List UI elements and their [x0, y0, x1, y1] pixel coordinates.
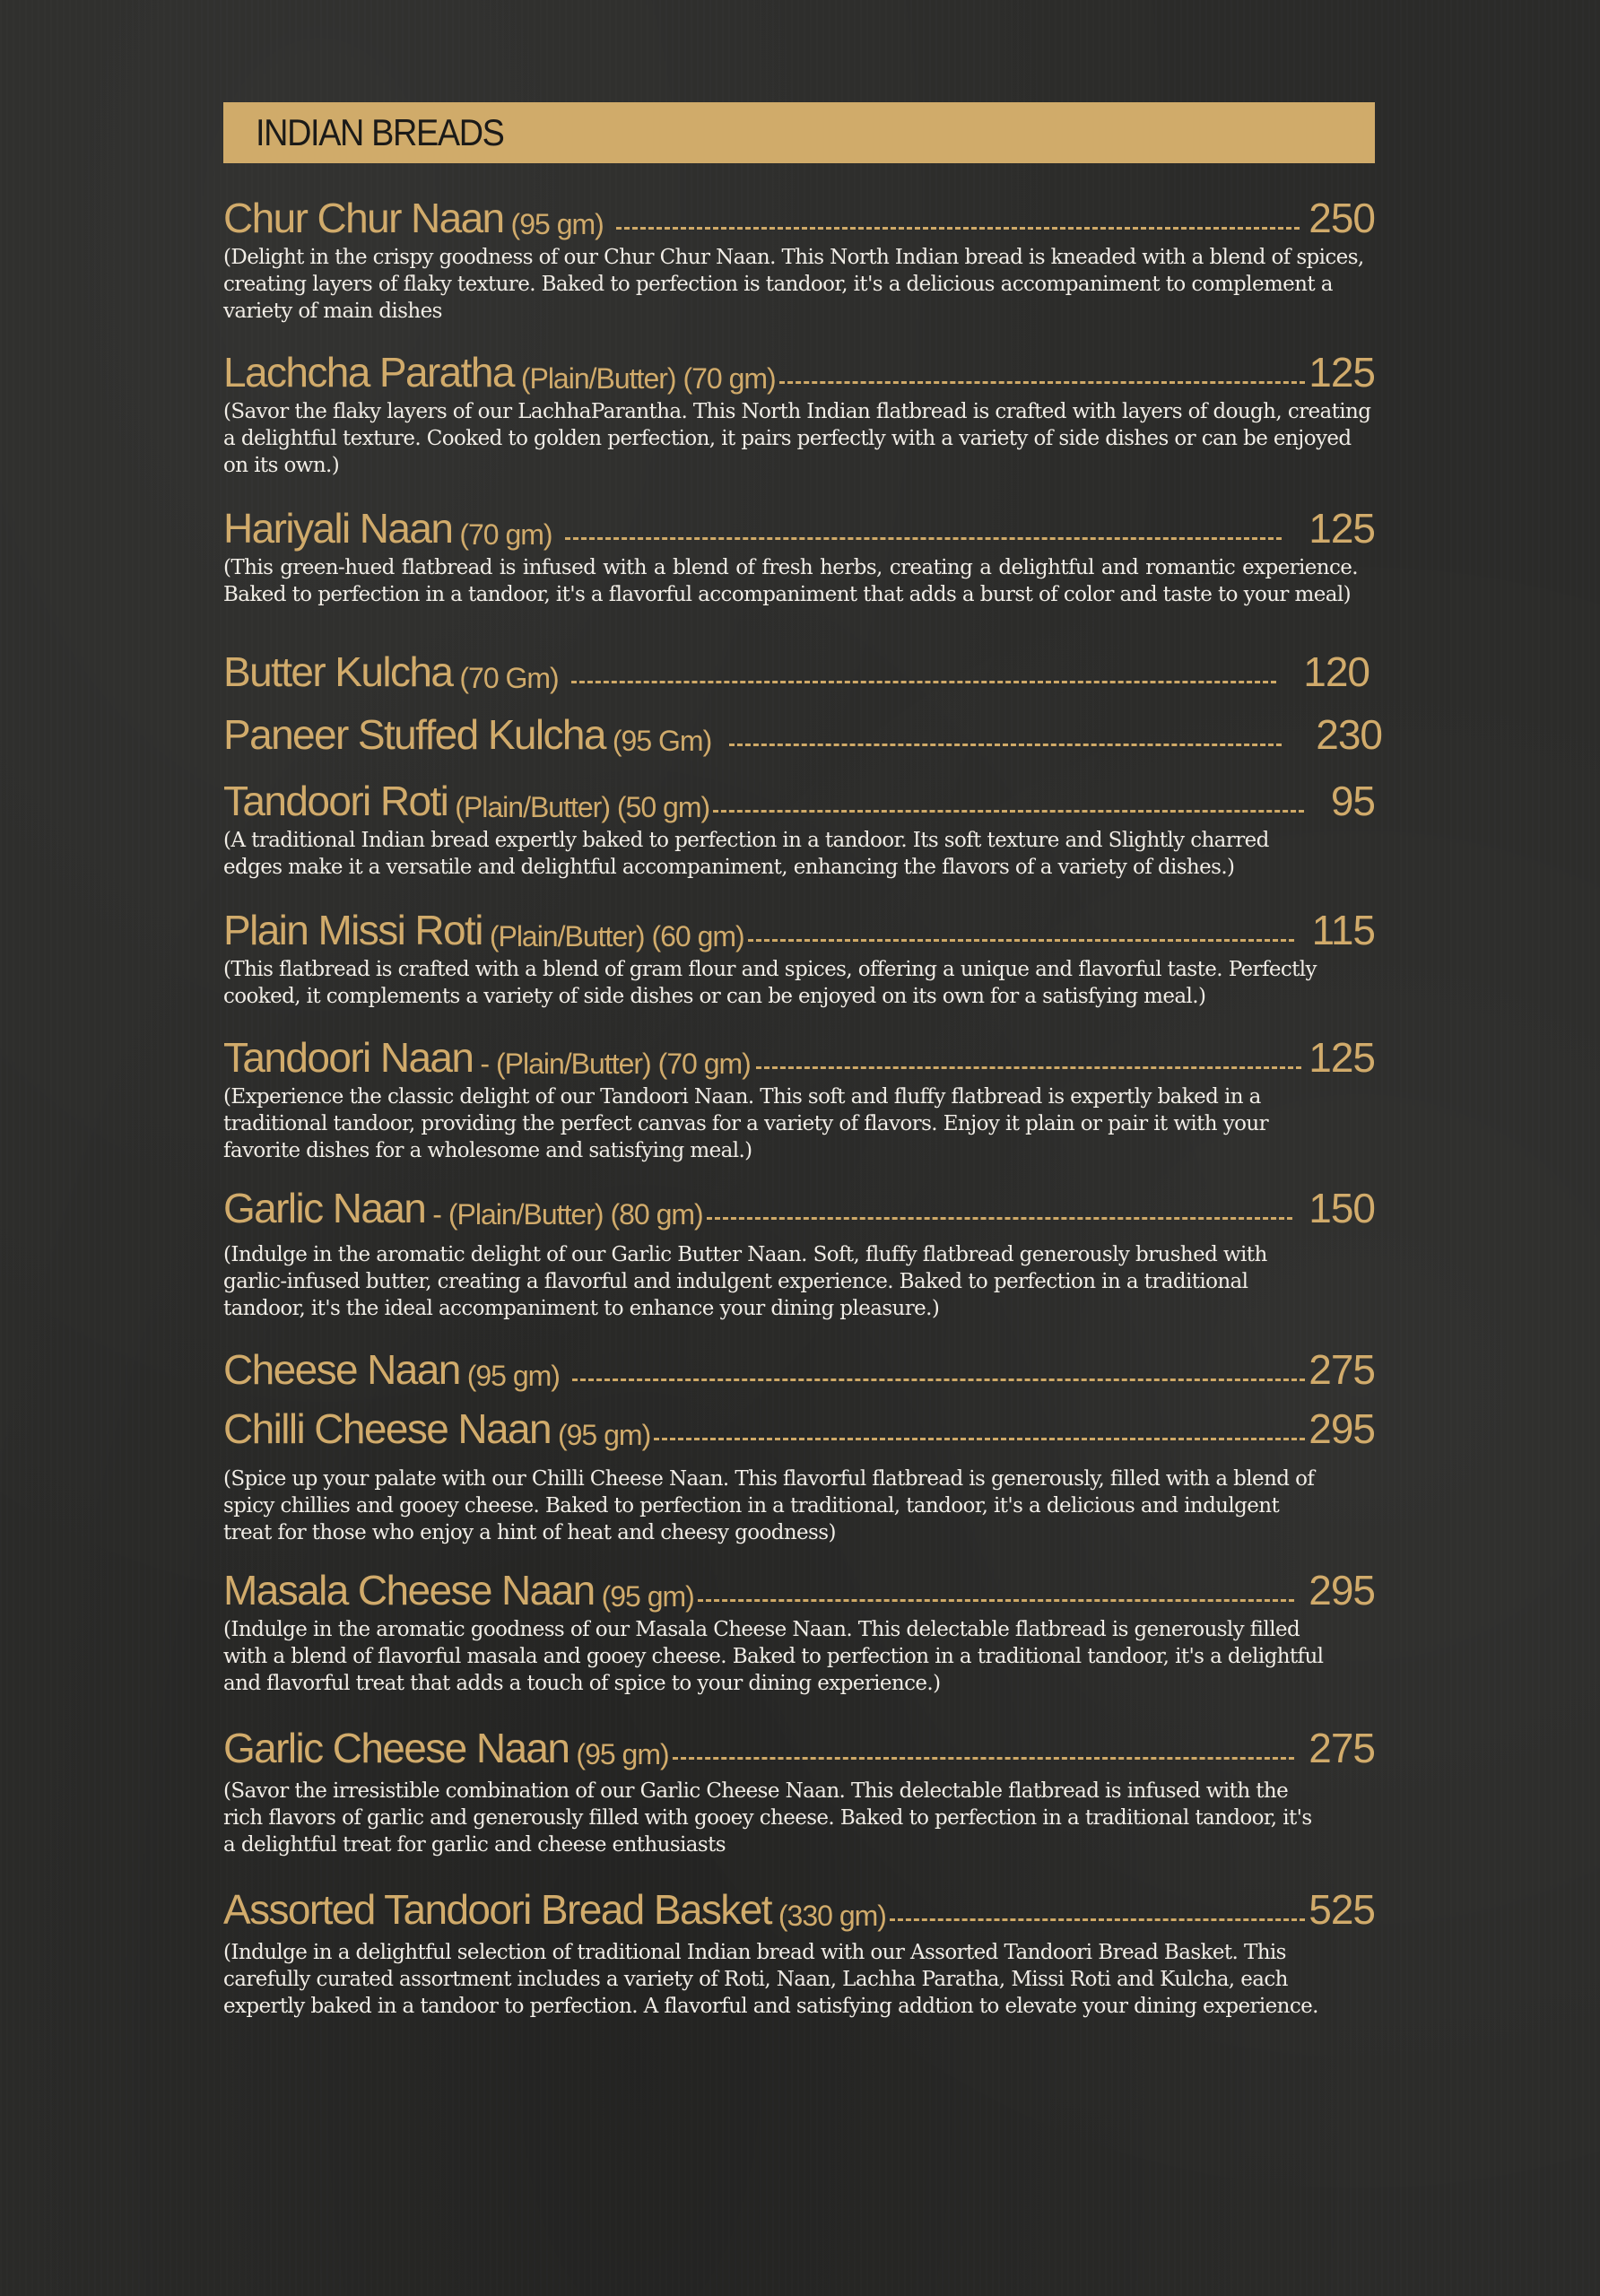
item-price: 295 — [1309, 1567, 1375, 1613]
dotted-leader — [673, 1757, 1295, 1760]
item-weight: (95 gm) — [576, 1738, 669, 1770]
item-price: 275 — [1309, 1346, 1375, 1393]
item-weight: (Plain/Butter) (50 gm) — [455, 791, 710, 823]
item-description: (Indulge in the aromatic goodness of our Masala Cheese Naan. This delectable flatbread is generously filled with a blend of flavorful masala and gooey cheese. Baked to perfection in a traditional tandoor, it's a delightful and flavorful treat that adds a touch of spice to your dining experience.) — [223, 1618, 1324, 1695]
menu-item — [223, 1340, 1382, 1393]
item-weight: (Plain/Butter) (70 gm) — [520, 362, 776, 395]
item-description: (Experience the classic delight of our Tandoori Naan. This soft and fluffy flatbread is expertly baked in a traditional tandoor, providing the perfect canvas for a variety of flavors. Enjoy it plain or pair it with your favorite dishes for a wholesome and satisfying meal.) — [223, 1085, 1268, 1162]
item-price: 120 — [1303, 648, 1370, 695]
menu-item — [223, 343, 1382, 479]
dotted-leader — [707, 1217, 1293, 1220]
item-weight: (95 Gm) — [612, 725, 712, 757]
section-title: INDIAN BREADS — [256, 111, 504, 153]
menu-item — [223, 188, 1382, 325]
item-description: (A traditional Indian bread expertly baked to perfection in a tandoor. Its soft texture and Slightly charred edges make it a versatile and delightful accompaniment, enhancing the flavors of a variety of dishes.) — [223, 829, 1269, 879]
item-weight: - (Plain/Butter) (80 gm) — [432, 1198, 703, 1231]
section-header-bar — [223, 102, 1375, 163]
menu-item — [223, 1718, 1382, 1858]
item-description: (Spice up your palate with our Chilli Cheese Naan. This flavorful flatbread is generously, filled with a blend of spicy chillies and gooey cheese. Baked to perfection in a traditional, tandoor, it's a delicious and indulgent treat for those who enjoy a hint of heat and cheesy goodness) — [223, 1467, 1315, 1544]
dotted-leader — [890, 1918, 1305, 1921]
menu-item — [223, 1178, 1382, 1322]
item-price: 230 — [1316, 711, 1382, 758]
dotted-leader — [748, 939, 1294, 942]
item-price: 150 — [1309, 1185, 1375, 1231]
menu-page — [223, 102, 1375, 163]
item-weight: (Plain/Butter) (60 gm) — [489, 920, 744, 952]
item-weight: (95 gm) — [557, 1419, 651, 1451]
item-price: 295 — [1309, 1405, 1375, 1452]
item-description: (This flatbread is crafted with a blend of gram flour and spices, offering a unique and flavorful taste. Perfectly cooked, it complements a variety of side dishes or can be enjoyed on its own for a satisfying meal.) — [223, 958, 1317, 1008]
dotted-leader — [616, 227, 1300, 230]
item-name: Assorted Tandoori Bread Basket — [223, 1886, 771, 1933]
menu-item — [223, 499, 1382, 608]
item-weight: (95 gm) — [601, 1580, 694, 1613]
item-weight: (70 gm) — [459, 518, 552, 551]
item-name: Garlic Naan — [223, 1185, 426, 1231]
item-weight: (95 gm) — [510, 208, 604, 240]
dotted-leader — [698, 1599, 1294, 1602]
item-price: 125 — [1309, 349, 1375, 396]
item-name: Chilli Cheese Naan — [223, 1405, 551, 1452]
item-price: 125 — [1309, 1034, 1375, 1081]
dotted-leader — [565, 537, 1283, 540]
dotted-leader — [756, 1066, 1301, 1069]
item-price: 250 — [1309, 195, 1375, 241]
item-price: 115 — [1311, 907, 1375, 953]
item-weight: (95 gm) — [466, 1360, 560, 1392]
item-description: (Delight in the crispy goodness of our Chur Chur Naan. This North Indian bread is kneaded with a blend of spices, creating layers of flaky texture. Baked to perfection is tandoor, it's a delicious accompaniment to complement a variety of main dishes — [223, 246, 1364, 323]
menu-item — [223, 1880, 1382, 2020]
item-description: (Indulge in the aromatic delight of our Garlic Butter Naan. Soft, fluffy flatbread generously brushed with garlic-infused butter, creating a flavorful and indulgent experience. Baked to perfection in a traditional tandoor, it's the ideal accompaniment to enhance your dining pleasure.) — [223, 1243, 1267, 1320]
item-weight: - (Plain/Butter) (70 gm) — [480, 1048, 751, 1080]
item-name: Plain Missi Roti — [223, 907, 483, 953]
dotted-leader — [654, 1438, 1305, 1440]
item-name: Chur Chur Naan — [223, 195, 504, 241]
item-weight: (330 gm) — [778, 1900, 886, 1932]
dotted-leader — [779, 381, 1306, 384]
item-description: (Indulge in a delightful selection of traditional Indian bread with our Assorted Tandoori Bread Basket. This carefully curated assortment includes a variety of Roti, Naan, Lachha Paratha, Missi Roti and Kulcha, each expertly baked in a tandoor to perfection. A flavorful and satisfying addtion to elevate your dining experience. — [223, 1941, 1318, 2018]
item-name: Lachcha Paratha — [223, 349, 514, 396]
item-name: Butter Kulcha — [223, 648, 453, 695]
item-name: Tandoori Roti — [223, 778, 448, 824]
item-name: Hariyali Naan — [223, 505, 453, 552]
menu-item — [223, 1399, 1382, 1546]
item-name: Cheese Naan — [223, 1346, 460, 1393]
item-name: Masala Cheese Naan — [223, 1567, 595, 1613]
dotted-leader — [729, 744, 1282, 746]
item-weight: (70 Gm) — [459, 662, 559, 694]
item-name: Tandoori Naan — [223, 1034, 474, 1081]
dotted-leader — [713, 810, 1304, 813]
menu-item — [223, 771, 1382, 881]
item-description: (Savor the irresistible combination of our Garlic Cheese Naan. This delectable flatbread is infused with the rich flavors of garlic and generously filled with gooey cheese. Baked to perfection in a traditional tandoor, it's a delightful treat for garlic and cheese enthusiasts — [223, 1779, 1312, 1857]
menu-item — [223, 642, 1382, 695]
item-name: Paneer Stuffed Kulcha — [223, 711, 605, 758]
item-price: 275 — [1309, 1725, 1375, 1771]
item-price: 125 — [1309, 505, 1375, 552]
dotted-leader — [572, 1378, 1305, 1381]
menu-item — [223, 1028, 1382, 1164]
dotted-leader — [571, 681, 1277, 683]
item-name: Garlic Cheese Naan — [223, 1725, 570, 1771]
item-price: 95 — [1330, 778, 1375, 824]
menu-item — [223, 900, 1382, 1010]
item-description: (Savor the flaky layers of our LachhaParantha. This North Indian flatbread is crafted with layers of dough, creating a delightful texture. Cooked to golden perfection, it pairs perfectly with a variety of side dishes or can be enjoyed on its own.) — [223, 400, 1371, 477]
menu-item — [223, 705, 1382, 758]
item-description: (This green-hued flatbread is infused with a blend of fresh herbs, creating a delightful and romantic experience. Baked to perfection in a tandoor, it's a flavorful accompaniment that adds a burst of color and taste to your meal) — [223, 556, 1358, 606]
menu-item — [223, 1561, 1382, 1697]
item-price: 525 — [1309, 1886, 1375, 1933]
